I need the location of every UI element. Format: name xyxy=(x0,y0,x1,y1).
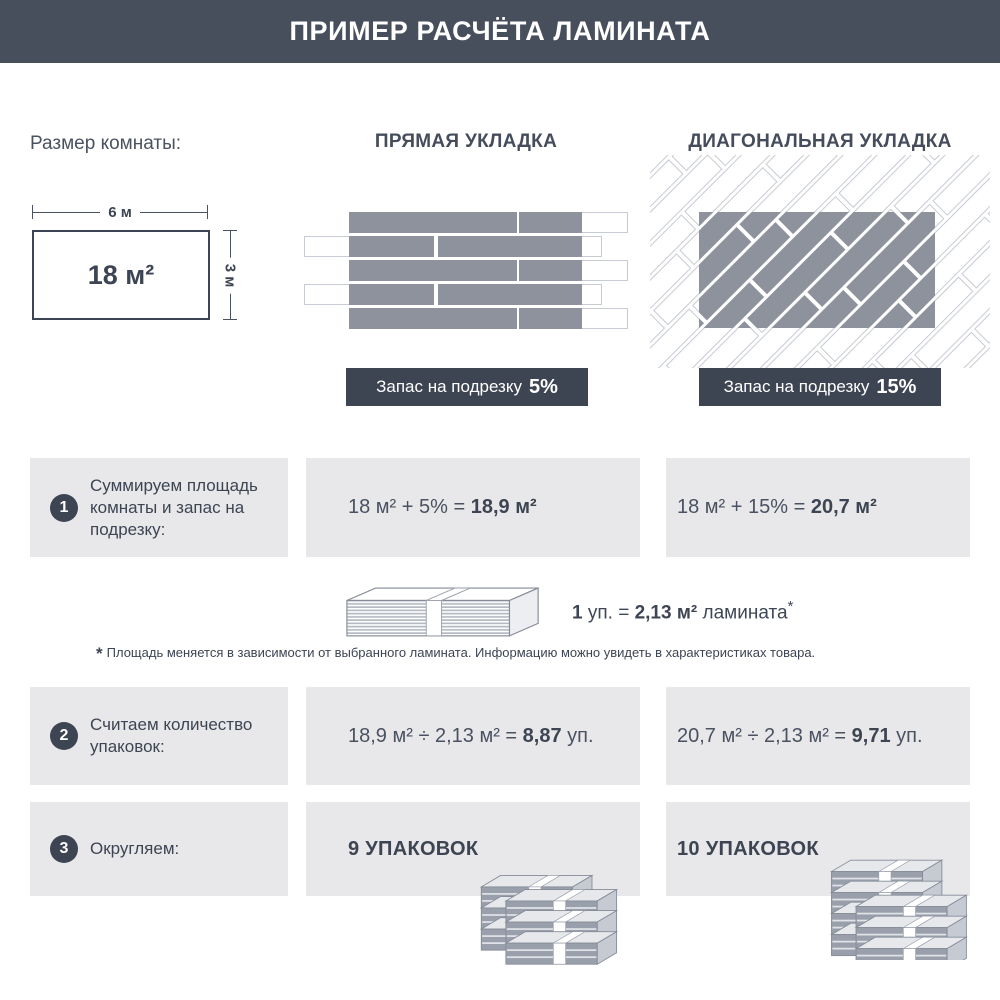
straight-laying-diagram xyxy=(304,211,628,331)
dimension-tick xyxy=(32,205,33,219)
plank xyxy=(349,284,434,305)
step3-label: Округляем: xyxy=(90,839,180,858)
diagonal-room-area xyxy=(699,212,935,328)
pack-count: 1 xyxy=(572,602,583,624)
diagonal-filled-planks xyxy=(699,212,935,328)
step1-label-cell xyxy=(30,458,288,557)
room-area-value: 18 м² xyxy=(87,259,155,290)
footnote-marker: * xyxy=(96,644,103,663)
plank xyxy=(519,260,582,281)
straight-trim-allowance-badge xyxy=(346,368,588,406)
plank xyxy=(349,308,517,329)
step1-number-badge: 1 xyxy=(50,494,78,522)
nine-packs-stack-icon xyxy=(476,862,621,968)
header-bar xyxy=(0,0,1000,63)
plank xyxy=(349,212,517,233)
ten-packs-stack-icon xyxy=(826,847,971,960)
step1-straight-formula xyxy=(306,458,640,557)
diagonal-trim-allowance-badge xyxy=(699,368,941,406)
straight-filled-planks xyxy=(349,211,582,331)
plank xyxy=(349,260,517,281)
plank xyxy=(519,308,582,329)
straight-column-title: ПРЯМАЯ УКЛАДКА xyxy=(374,131,558,152)
badge-label: Запас на подрезку xyxy=(376,377,522,396)
packs-count-straight: 9 УПАКОВОК xyxy=(348,837,479,860)
plank xyxy=(519,212,582,233)
laminate-pack-icon xyxy=(345,584,541,638)
room-depth-dimension xyxy=(222,230,238,320)
dimension-tick xyxy=(207,205,208,219)
room-depth-value: 3 м xyxy=(220,257,241,293)
step1-label: Суммируем площадь комнаты и запас на подрезку: xyxy=(90,475,258,539)
step2-label: Считаем количество упаковок: xyxy=(90,715,253,756)
step1-diagonal-formula xyxy=(666,458,970,557)
step2-diagonal-formula xyxy=(666,687,970,785)
pack-area-tail: ламината xyxy=(697,602,788,624)
straight-room-area xyxy=(349,211,582,331)
plank xyxy=(438,284,582,305)
formula-expression: 18 м² + 5% = xyxy=(348,496,471,518)
diagonal-laying-diagram xyxy=(650,155,990,368)
plank xyxy=(349,236,434,257)
pack-units: уп. = xyxy=(582,602,635,624)
step2-number-badge: 2 xyxy=(50,722,78,750)
room-size-label: Размер комнаты: xyxy=(30,133,182,154)
step2-label-cell xyxy=(30,687,288,785)
pack-area-value: 2,13 м² xyxy=(634,602,698,624)
step3-number-badge: 3 xyxy=(50,835,78,863)
step3-label-cell xyxy=(30,802,288,896)
badge-value: 5% xyxy=(528,375,558,398)
diagonal-column-title: ДИАГОНАЛЬНАЯ УКЛАДКА xyxy=(688,131,952,152)
room-rectangle xyxy=(32,230,210,320)
badge-label: Запас на подрезку xyxy=(723,377,870,396)
formula-expression: 18,9 м² ÷ 2,13 м² = xyxy=(348,724,523,747)
formula-result: 18,9 м² xyxy=(470,496,537,518)
page-title: ПРИМЕР РАСЧЁТА ЛАМИНАТА xyxy=(289,16,711,46)
plank xyxy=(438,236,582,257)
formula-result: 9,71 xyxy=(851,724,891,747)
dimension-tick xyxy=(223,319,237,320)
formula-result: 8,87 xyxy=(522,724,562,747)
dimension-tick xyxy=(223,230,237,231)
step2-straight-formula xyxy=(306,687,640,785)
room-width-value: 6 м xyxy=(100,204,140,221)
footnote-text: Площадь меняется в зависимости от выбранного ламината. Информацию можно увидеть в характеристиках товара. xyxy=(106,645,816,660)
badge-value: 15% xyxy=(876,375,917,398)
formula-expression: 20,7 м² ÷ 2,13 м² = xyxy=(677,724,852,747)
footnote-asterisk: * xyxy=(787,598,794,615)
footnote xyxy=(96,644,966,664)
formula-expression: 18 м² + 15% = xyxy=(677,496,811,518)
formula-suffix: уп. xyxy=(561,724,594,747)
pack-coverage-note xyxy=(572,598,793,624)
formula-result: 20,7 м² xyxy=(810,496,877,518)
room-width-dimension xyxy=(32,204,208,220)
packs-count-diagonal: 10 УПАКОВОК xyxy=(677,837,819,860)
formula-suffix: уп. xyxy=(890,724,923,747)
